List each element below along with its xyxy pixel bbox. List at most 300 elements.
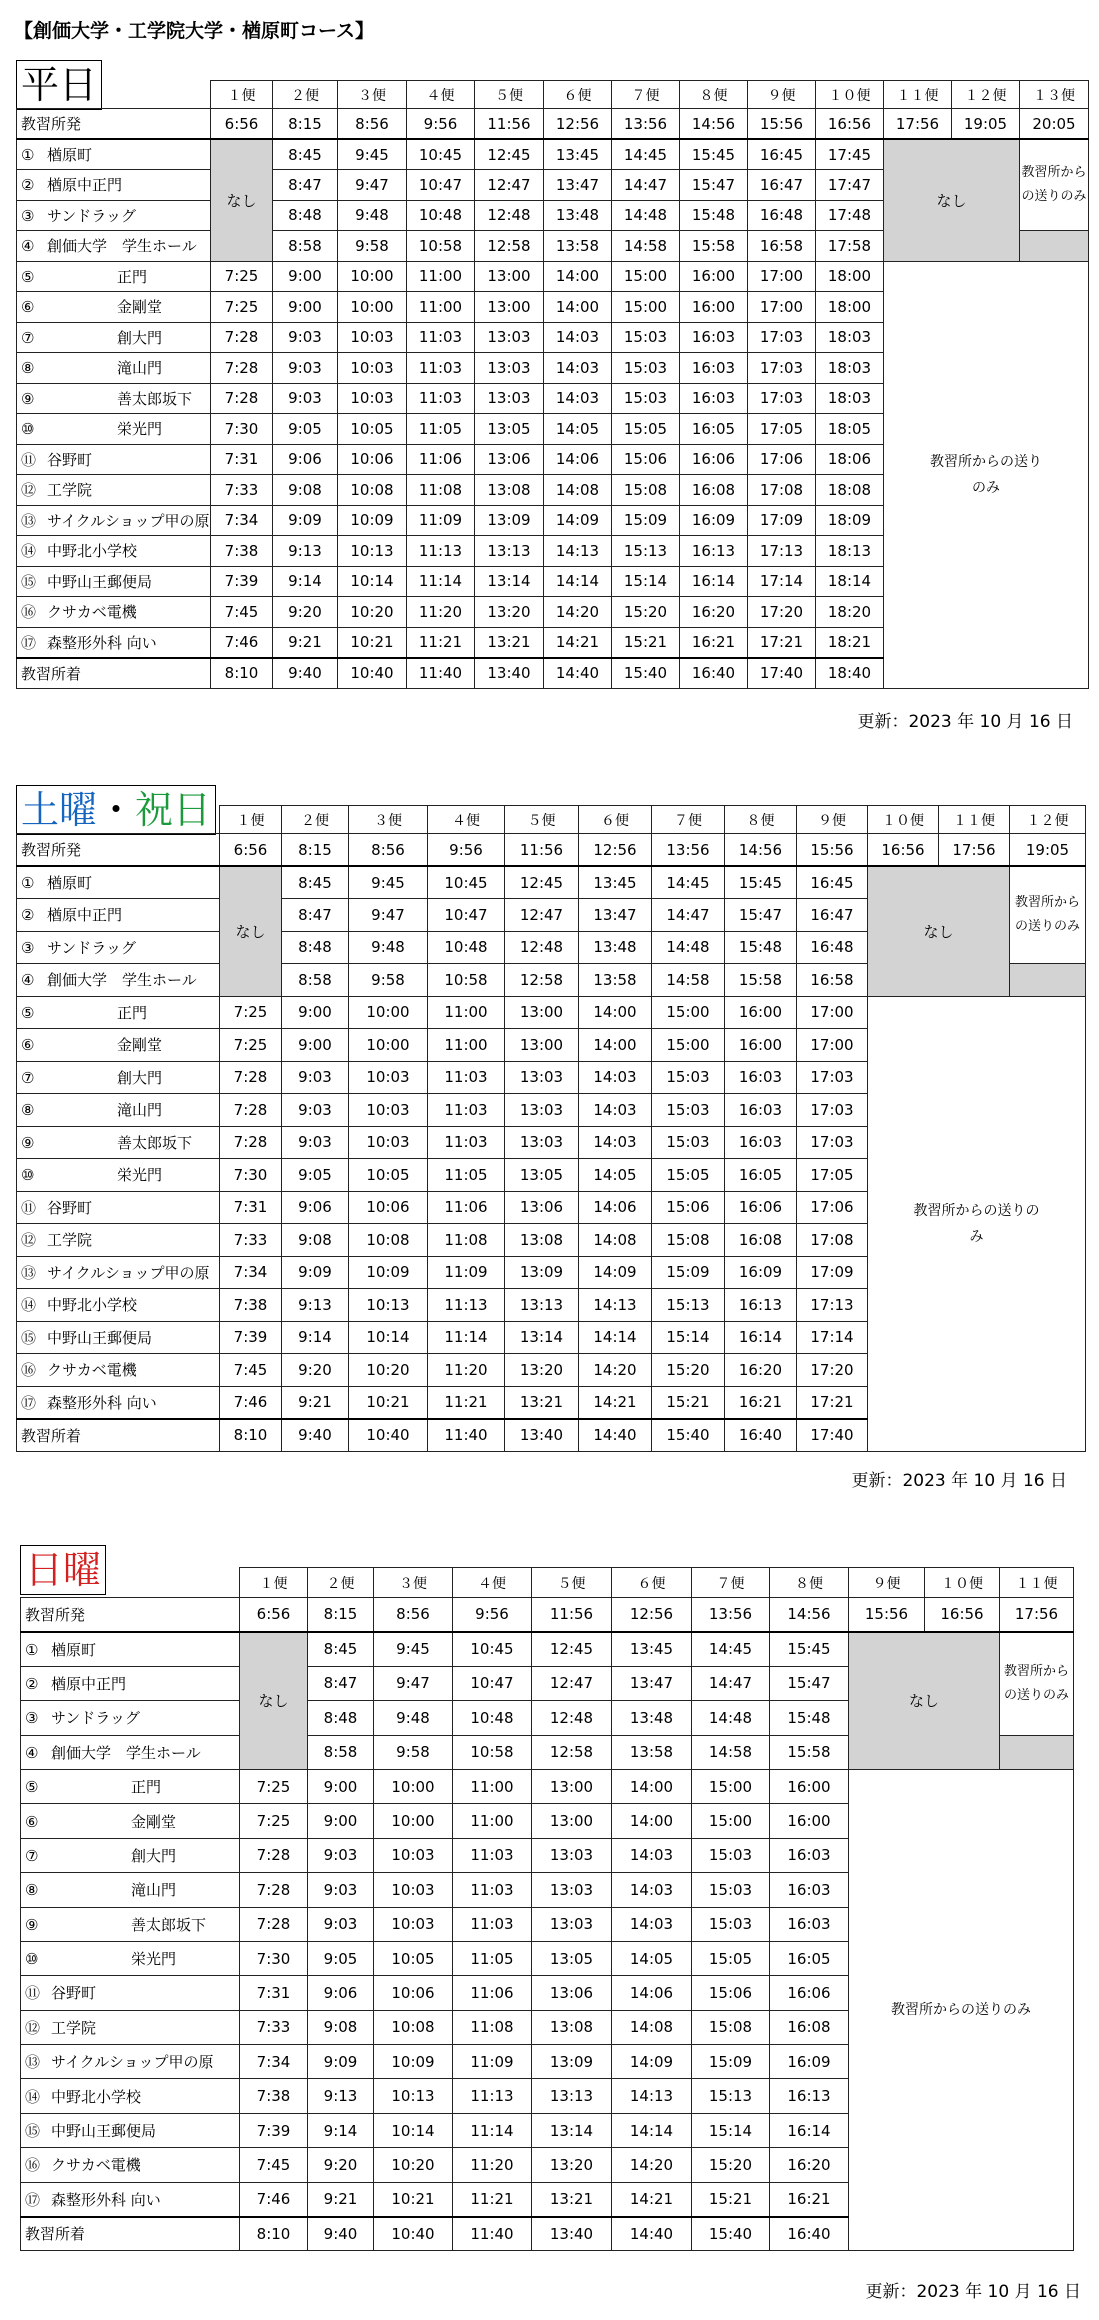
stop-name — [17, 383, 211, 414]
stop-time: 16:20 — [725, 1354, 797, 1387]
stop-number: ⑫ — [21, 1231, 37, 1250]
stop-time: 17:20 — [797, 1354, 868, 1387]
bus-number: ７便 — [652, 806, 725, 834]
stop-time: 14:13 — [579, 1289, 652, 1322]
stop-time: 18:00 — [816, 292, 884, 323]
stop-time: 12:58 — [475, 231, 544, 262]
stop-time: 11:21 — [407, 627, 475, 658]
stop-label: 谷野町 — [47, 1198, 93, 1217]
stop-time: 10:03 — [338, 383, 407, 414]
stop-time: 7:34 — [240, 2045, 308, 2079]
stop-name — [17, 566, 211, 597]
stop-time: 14:03 — [612, 1838, 692, 1872]
stop-label: 善太郎坂下 — [117, 1133, 193, 1152]
stop-time: 9:08 — [273, 475, 338, 506]
section-title-part: ・ — [97, 788, 136, 832]
arrive-time: 10:40 — [338, 658, 407, 689]
stop-number: ④ — [21, 237, 35, 256]
stop-time: 9:58 — [338, 231, 407, 262]
arrive-time: 14:40 — [612, 2217, 692, 2251]
stop-time: 15:00 — [692, 1804, 770, 1838]
stop-time: 11:06 — [428, 1191, 505, 1224]
stop-time: 7:46 — [240, 2182, 308, 2216]
stop-time: 11:08 — [407, 475, 475, 506]
bus-number: １便 — [211, 81, 273, 109]
bus-number: ４便 — [407, 81, 475, 109]
stop-label: サンドラッグ — [47, 206, 136, 225]
depart-time: 6:56 — [240, 1598, 308, 1632]
stop-time: 13:45 — [579, 866, 652, 899]
stop-time: 14:00 — [612, 1804, 692, 1838]
stop-number: ⑤ — [21, 1003, 35, 1022]
note-cell: 教習所からの送りのみ — [849, 1769, 1074, 2250]
stop-time: 9:03 — [273, 383, 338, 414]
stop-time: 16:00 — [725, 996, 797, 1029]
stop-time: 15:00 — [612, 292, 680, 323]
stop-time: 7:46 — [220, 1386, 282, 1419]
stop-time: 11:06 — [453, 1976, 532, 2010]
stop-label: クサカベ電機 — [47, 1361, 137, 1380]
stop-time: 16:13 — [770, 2079, 849, 2113]
bus-number: ９便 — [849, 1568, 925, 1598]
stop-time: 16:09 — [725, 1256, 797, 1289]
stop-time: 10:00 — [374, 1769, 453, 1803]
stop-number: ⑧ — [25, 1881, 39, 1900]
stop-time: 13:03 — [505, 1126, 579, 1159]
stop-time: 15:20 — [652, 1354, 725, 1387]
stop-name — [21, 1666, 240, 1700]
stop-time: 11:03 — [407, 383, 475, 414]
depart-time: 16:56 — [925, 1598, 1000, 1632]
depart-time: 13:56 — [652, 834, 725, 867]
section-title-part: 土曜 — [21, 788, 98, 832]
stop-label: 創価大学 学生ホール — [47, 237, 197, 256]
stop-time: 10:48 — [407, 200, 475, 231]
stop-time: 9:09 — [273, 505, 338, 536]
stop-number: ⑪ — [25, 1984, 41, 2003]
stop-time: 16:05 — [770, 1941, 849, 1975]
stop-time: 11:08 — [453, 2010, 532, 2044]
stop-label: 谷野町 — [47, 450, 93, 469]
stop-name — [21, 1907, 240, 1941]
stop-label: 中野北小学校 — [47, 542, 138, 561]
stop-time: 17:14 — [748, 566, 816, 597]
bus-number: １２便 — [952, 81, 1020, 109]
stop-name — [21, 2045, 240, 2079]
stop-time: 16:08 — [725, 1224, 797, 1257]
stop-label: 中野山王郵便局 — [47, 572, 153, 591]
stop-row — [17, 996, 1086, 1029]
bus-number: １１便 — [939, 806, 1010, 834]
stop-time: 17:00 — [797, 1029, 868, 1062]
bus-number: ９便 — [748, 81, 816, 109]
bus-number: ６便 — [579, 806, 652, 834]
stop-time: 17:03 — [748, 383, 816, 414]
bus-number: ３便 — [349, 806, 428, 834]
stop-time: 15:47 — [770, 1666, 849, 1700]
bus-number: １０便 — [868, 806, 939, 834]
stop-time: 15:13 — [692, 2079, 770, 2113]
stop-name — [21, 1701, 240, 1735]
stop-time: 16:00 — [770, 1769, 849, 1803]
stop-time: 17:05 — [797, 1159, 868, 1192]
stop-time: 10:48 — [428, 931, 505, 964]
stop-time: 9:08 — [282, 1224, 349, 1257]
stop-time: 14:20 — [612, 2148, 692, 2182]
stop-time: 13:48 — [612, 1701, 692, 1735]
stop-time: 8:47 — [282, 899, 349, 932]
stop-label: クサカベ電機 — [47, 603, 137, 622]
bus-number: １２便 — [1010, 806, 1086, 834]
stop-time: 13:00 — [505, 996, 579, 1029]
stop-label: 金剛堂 — [117, 298, 163, 317]
stop-time: 18:08 — [816, 475, 884, 506]
stop-number: ② — [25, 1674, 39, 1693]
stop-label: 工学院 — [47, 481, 93, 500]
stop-time: 14:09 — [544, 505, 612, 536]
stop-time: 10:03 — [338, 353, 407, 384]
stop-time: 17:08 — [797, 1224, 868, 1257]
stop-time: 11:00 — [407, 261, 475, 292]
stop-number: ⑫ — [21, 481, 37, 500]
stop-time: 9:45 — [349, 866, 428, 899]
stop-time: 16:14 — [680, 566, 748, 597]
bus-number: ７便 — [692, 1568, 770, 1598]
stop-time: 18:13 — [816, 536, 884, 567]
depart-time: 8:15 — [282, 834, 349, 867]
stop-time: 9:45 — [338, 139, 407, 170]
stop-time: 7:39 — [220, 1321, 282, 1354]
stop-time: 9:14 — [273, 566, 338, 597]
stop-time: 13:08 — [505, 1224, 579, 1257]
stop-time: 11:05 — [407, 414, 475, 445]
stop-time: 13:06 — [505, 1191, 579, 1224]
stop-number: ⑨ — [21, 1133, 35, 1152]
stop-time: 14:05 — [612, 1941, 692, 1975]
stop-time: 8:58 — [273, 231, 338, 262]
stop-time: 12:48 — [505, 931, 579, 964]
stop-time: 16:48 — [748, 200, 816, 231]
stop-time: 10:03 — [349, 1061, 428, 1094]
stop-row — [17, 139, 1089, 170]
stop-name — [21, 1941, 240, 1975]
arrive-label: 教習所着 — [21, 2217, 240, 2251]
stop-label: 創大門 — [117, 1068, 163, 1087]
stop-time: 7:25 — [211, 292, 273, 323]
stop-time: 13:03 — [505, 1094, 579, 1127]
stop-time: 9:09 — [282, 1256, 349, 1289]
stop-time: 7:28 — [211, 322, 273, 353]
stop-time: 13:05 — [475, 414, 544, 445]
stop-time: 9:06 — [308, 1976, 374, 2010]
stop-label: 中野山王郵便局 — [51, 2122, 157, 2141]
stop-time: 14:06 — [544, 444, 612, 475]
stop-time: 13:20 — [505, 1354, 579, 1387]
stop-time: 13:14 — [505, 1321, 579, 1354]
stop-time: 14:05 — [579, 1159, 652, 1192]
stop-time: 11:14 — [407, 566, 475, 597]
stop-time: 16:03 — [725, 1094, 797, 1127]
stop-time: 13:45 — [612, 1632, 692, 1666]
stop-time: 14:09 — [579, 1256, 652, 1289]
depart-time: 16:56 — [868, 834, 939, 867]
stop-time: 17:03 — [797, 1126, 868, 1159]
stop-time: 15:14 — [692, 2113, 770, 2147]
stop-time: 14:47 — [612, 170, 680, 201]
stop-name — [21, 2113, 240, 2147]
stop-name — [17, 597, 211, 628]
stop-time: 14:48 — [652, 931, 725, 964]
stop-time: 8:58 — [308, 1735, 374, 1769]
arrive-time: 14:40 — [544, 658, 612, 689]
stop-time: 17:48 — [816, 200, 884, 231]
depart-time: 20:05 — [1020, 109, 1089, 140]
stop-time: 7:28 — [240, 1907, 308, 1941]
stop-time: 11:20 — [453, 2148, 532, 2182]
stop-time: 16:00 — [680, 292, 748, 323]
stop-time: 12:48 — [475, 200, 544, 231]
bus-number: ６便 — [544, 81, 612, 109]
stop-time: 16:08 — [770, 2010, 849, 2044]
stop-time: 17:03 — [797, 1094, 868, 1127]
stop-time: 13:06 — [475, 444, 544, 475]
depart-time: 17:56 — [939, 834, 1010, 867]
stop-time: 15:03 — [612, 353, 680, 384]
arrive-time: 11:40 — [453, 2217, 532, 2251]
stop-time: 17:00 — [748, 292, 816, 323]
depart-row — [21, 1598, 1074, 1632]
stop-time: 7:46 — [211, 627, 273, 658]
stop-time: 17:13 — [797, 1289, 868, 1322]
stop-time: 10:21 — [374, 2182, 453, 2216]
depart-time: 14:56 — [680, 109, 748, 140]
stop-time: 7:30 — [240, 1941, 308, 1975]
none-cell: なし — [240, 1632, 308, 1770]
stop-time: 11:05 — [453, 1941, 532, 1975]
stop-time: 7:38 — [220, 1289, 282, 1322]
stop-number: ⑦ — [21, 328, 35, 347]
stop-name — [17, 261, 211, 292]
stop-time: 10:58 — [407, 231, 475, 262]
stop-label: 栄光門 — [117, 1166, 163, 1185]
section-title-part: 平日 — [21, 63, 98, 107]
stop-label: 正門 — [131, 1778, 162, 1797]
stop-number: ⑬ — [21, 511, 37, 530]
note-cell: 教習所からの送りのみ — [1020, 139, 1089, 231]
arrive-label: 教習所着 — [17, 658, 211, 689]
stop-time: 14:20 — [544, 597, 612, 628]
stop-time: 10:06 — [349, 1191, 428, 1224]
stop-time: 17:00 — [797, 996, 868, 1029]
bus-number: １０便 — [816, 81, 884, 109]
updated-date: 更新：2023 年 10 月 16 日 — [857, 712, 1073, 732]
depart-row — [17, 834, 1086, 867]
stop-time: 13:00 — [475, 292, 544, 323]
stop-time: 10:03 — [338, 322, 407, 353]
stop-time: 15:47 — [680, 170, 748, 201]
stop-number: ② — [21, 906, 35, 925]
stop-number: ⑨ — [25, 1915, 39, 1934]
stop-label: 正門 — [117, 267, 148, 286]
stop-name — [17, 1386, 220, 1419]
stop-label: 楢原町 — [47, 874, 93, 892]
stop-label: 楢原町 — [47, 146, 93, 164]
stop-time: 13:05 — [532, 1941, 612, 1975]
stop-name — [17, 1191, 220, 1224]
stop-time: 7:31 — [220, 1191, 282, 1224]
stop-time: 14:09 — [612, 2045, 692, 2079]
stop-label: 善太郎坂下 — [131, 1915, 207, 1934]
stop-name — [17, 1159, 220, 1192]
grey-cell — [1020, 231, 1089, 262]
arrive-time: 16:40 — [725, 1419, 797, 1452]
stop-time: 13:58 — [544, 231, 612, 262]
stop-time: 16:00 — [680, 261, 748, 292]
stop-number: ④ — [21, 971, 35, 990]
stop-time: 7:33 — [220, 1224, 282, 1257]
stop-time: 8:58 — [282, 964, 349, 997]
stop-time: 11:03 — [407, 322, 475, 353]
depart-label: 教習所発 — [21, 1598, 240, 1632]
stop-label: 滝山門 — [117, 359, 163, 378]
stop-time: 15:03 — [692, 1873, 770, 1907]
stop-time: 7:28 — [240, 1873, 308, 1907]
stop-time: 15:48 — [725, 931, 797, 964]
stop-label: 楢原中正門 — [47, 176, 123, 195]
stop-time: 10:00 — [338, 292, 407, 323]
stop-time: 16:03 — [770, 1838, 849, 1872]
stop-time: 9:47 — [349, 899, 428, 932]
depart-time: 13:56 — [612, 109, 680, 140]
stop-name — [17, 353, 211, 384]
stop-number: ④ — [25, 1743, 39, 1762]
stop-name — [17, 1321, 220, 1354]
stop-time: 10:03 — [374, 1907, 453, 1941]
stop-time: 18:00 — [816, 261, 884, 292]
stop-time: 11:20 — [407, 597, 475, 628]
stop-time: 18:03 — [816, 322, 884, 353]
arrive-time: 13:40 — [532, 2217, 612, 2251]
stop-time: 11:03 — [428, 1061, 505, 1094]
stop-label: 創価大学 学生ホール — [47, 971, 197, 990]
stop-time: 15:03 — [612, 383, 680, 414]
stop-number: ⑪ — [21, 1198, 37, 1217]
stop-time: 13:03 — [532, 1907, 612, 1941]
stop-time: 9:58 — [349, 964, 428, 997]
stop-time: 17:06 — [797, 1191, 868, 1224]
stop-number: ⑤ — [25, 1778, 39, 1797]
stop-name — [17, 1061, 220, 1094]
depart-time: 15:56 — [748, 109, 816, 140]
stop-time: 16:48 — [797, 931, 868, 964]
stop-time: 17:21 — [748, 627, 816, 658]
stop-time: 17:06 — [748, 444, 816, 475]
bus-number: ２便 — [282, 806, 349, 834]
stop-number: ⑧ — [21, 1101, 35, 1120]
stop-time: 9:20 — [308, 2148, 374, 2182]
stop-time: 14:45 — [612, 139, 680, 170]
stop-time: 11:00 — [453, 1769, 532, 1803]
stop-time: 10:21 — [349, 1386, 428, 1419]
none-cell: なし — [220, 866, 282, 996]
stop-time: 13:06 — [532, 1976, 612, 2010]
stop-time: 12:45 — [532, 1632, 612, 1666]
bus-number: ２便 — [308, 1568, 374, 1598]
stop-number: ⑧ — [21, 359, 35, 378]
stop-time: 14:00 — [612, 1769, 692, 1803]
stop-number: ⑮ — [21, 572, 37, 591]
depart-time: 8:56 — [338, 109, 407, 140]
stop-time: 16:00 — [725, 1029, 797, 1062]
stop-time: 14:21 — [612, 2182, 692, 2216]
stop-label: サンドラッグ — [47, 938, 136, 957]
stop-number: ⑰ — [21, 1393, 37, 1412]
header-row — [21, 1568, 1074, 1598]
stop-time: 13:21 — [475, 627, 544, 658]
stop-time: 7:45 — [211, 597, 273, 628]
stop-number: ⑭ — [21, 542, 37, 561]
stop-time: 14:03 — [612, 1873, 692, 1907]
stop-time: 11:00 — [453, 1804, 532, 1838]
stop-time: 16:47 — [797, 899, 868, 932]
stop-label: 森整形外科 向い — [47, 1393, 157, 1412]
stop-time: 11:03 — [428, 1126, 505, 1159]
stop-time: 9:48 — [338, 200, 407, 231]
stop-number: ⑫ — [25, 2018, 41, 2037]
stop-time: 7:25 — [240, 1769, 308, 1803]
stop-label: サイクルショップ甲の原 — [47, 511, 210, 530]
stop-number: ⑥ — [21, 298, 35, 317]
stop-time: 18:05 — [816, 414, 884, 445]
depart-time: 12:56 — [544, 109, 612, 140]
stop-time: 14:58 — [612, 231, 680, 262]
stop-time: 14:45 — [692, 1632, 770, 1666]
arrive-time: 11:40 — [428, 1419, 505, 1452]
stop-time: 16:21 — [680, 627, 748, 658]
stop-time: 7:34 — [220, 1256, 282, 1289]
stop-number: ③ — [25, 1709, 39, 1728]
stop-label: 金剛堂 — [117, 1036, 163, 1055]
arrive-time: 15:40 — [692, 2217, 770, 2251]
depart-time: 17:56 — [884, 109, 952, 140]
stop-name — [21, 1873, 240, 1907]
stop-time: 10:21 — [338, 627, 407, 658]
stop-name — [21, 1838, 240, 1872]
stop-time: 15:08 — [652, 1224, 725, 1257]
stop-time: 15:21 — [692, 2182, 770, 2216]
stop-time: 9:03 — [308, 1907, 374, 1941]
stop-time: 10:20 — [374, 2148, 453, 2182]
stop-time: 12:47 — [475, 170, 544, 201]
stop-time: 9:09 — [308, 2045, 374, 2079]
stop-label: 楢原町 — [51, 1640, 97, 1659]
stop-time: 11:13 — [407, 536, 475, 567]
stop-time: 10:03 — [374, 1838, 453, 1872]
stop-row — [17, 261, 1089, 292]
stop-time: 10:48 — [453, 1701, 532, 1735]
stop-label: 善太郎坂下 — [117, 389, 193, 408]
stop-number: ⑭ — [21, 1296, 37, 1315]
stop-time: 15:00 — [692, 1769, 770, 1803]
stop-time: 16:09 — [770, 2045, 849, 2079]
stop-time: 11:09 — [428, 1256, 505, 1289]
arrive-time: 10:40 — [349, 1419, 428, 1452]
stop-time: 9:05 — [282, 1159, 349, 1192]
stop-time: 11:13 — [453, 2079, 532, 2113]
depart-time: 14:56 — [770, 1598, 849, 1632]
stop-name — [17, 231, 211, 262]
stop-time: 10:45 — [453, 1632, 532, 1666]
